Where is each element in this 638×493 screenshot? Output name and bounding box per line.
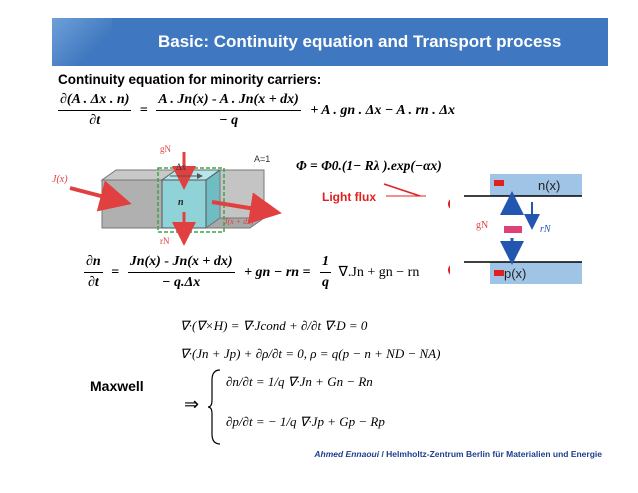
band-r-label: rN [540,224,551,235]
light-ray-1 [384,184,420,196]
flux-numerator: A . Jn(x) - A . Jn(x + dx) [156,92,300,111]
g-top-label: gN [160,144,171,154]
flux-fraction [156,92,300,129]
photon-3 [448,264,450,276]
inverse-q-fraction [320,254,331,291]
area-label: A=1 [254,154,271,164]
maxwell-equation-1: ∇·(∇×H) = ∇·Jcond + ∂/∂t ∇·D = 0 [180,318,368,333]
flux-diff-numerator: Jn(x) - Jn(x + dx) [128,254,235,273]
banner-decoration [52,18,112,66]
flux-denominator: − q [219,113,239,128]
band-diagram [440,166,590,306]
footer-affiliation: / Helmholtz-Zentrum Berlin für Materialien und Energie [379,449,602,459]
dn-dt-fraction [84,254,103,291]
section-subtitle: Continuity equation for minority carriers: [58,72,322,87]
flux-diff-denominator: − q.Δx [162,275,201,290]
maxwell-equation-2: ∇·(Jn + Jp) + ∂ρ/∂t = 0, ρ = q(p − n + ND − NA) [180,346,441,361]
center-n-label: n [178,197,184,208]
electron-continuity: ∂n/∂t = 1/q ∇·Jn + Gn − Rn [226,374,373,389]
hole-marker [494,270,504,276]
light-equation: Φ = Φ0.(1− Rλ ).exp(−αx) [296,158,442,173]
implies-symbol: ⇒ [184,394,200,414]
dt-denominator: ∂t [87,275,99,290]
volume-element-diagram [52,140,292,250]
divergence-terms: ∇.Jn + gn − rn [338,265,420,280]
light-flux-label: Light flux [322,190,376,204]
footer-credit [314,449,602,459]
left-block-front [102,180,162,228]
footer-author: Ahmed Ennaoui [314,449,380,459]
lhs-denominator: ∂t [89,113,101,128]
inverse-q-numerator: 1 [320,254,331,273]
photon-1 [448,198,450,210]
n-band-label: n(x) [538,178,561,193]
page-title: Basic: Continuity equation and Transport process [158,32,562,51]
trap-level [504,226,522,233]
header-banner [52,18,608,66]
maxwell-label: Maxwell [90,378,144,394]
p-band-label: p(x) [504,266,527,281]
equation-continuity-block: $\frac{\partial(A . \Delta x . n)}{\partial t}$ = $\frac{A . Jn(x) - A . Jn(x + dx)}{- q}$ + A . gn . Δx − A . rn . Δx [60,92,455,128]
jx-left-label: J(x) [52,174,68,185]
inverse-q-denominator: q [322,275,330,290]
lhs-fraction [58,92,131,129]
system-brace [208,368,222,446]
r-bottom-label: rN [160,236,170,246]
band-g-label: gN [476,220,489,231]
gen-rec-terms: + gn − rn = [244,264,311,280]
dn-numerator: ∂n [84,254,103,273]
equation-continuity-diff: $\frac{\partial n}{\partial t}$ = $\frac{Jn(x) - Jn(x + dx)}{- q.\Delta x}$ + gn − rn = $\frac{1}{q}$ ∇.Jn + gn − rn [86,254,420,290]
electron-marker [494,180,504,186]
flux-diff-fraction [128,254,235,291]
lhs-numerator: ∂(A . Δx . n) [58,92,131,111]
generation-recombination-terms: + A . gn . Δx − A . rn . Δx [310,102,455,118]
dx-label: Δx [176,162,187,172]
hole-continuity: ∂p/∂t = − 1/q ∇·Jp + Gp − Rp [226,414,385,429]
jx-right-label: J(x + dx) [224,217,254,226]
